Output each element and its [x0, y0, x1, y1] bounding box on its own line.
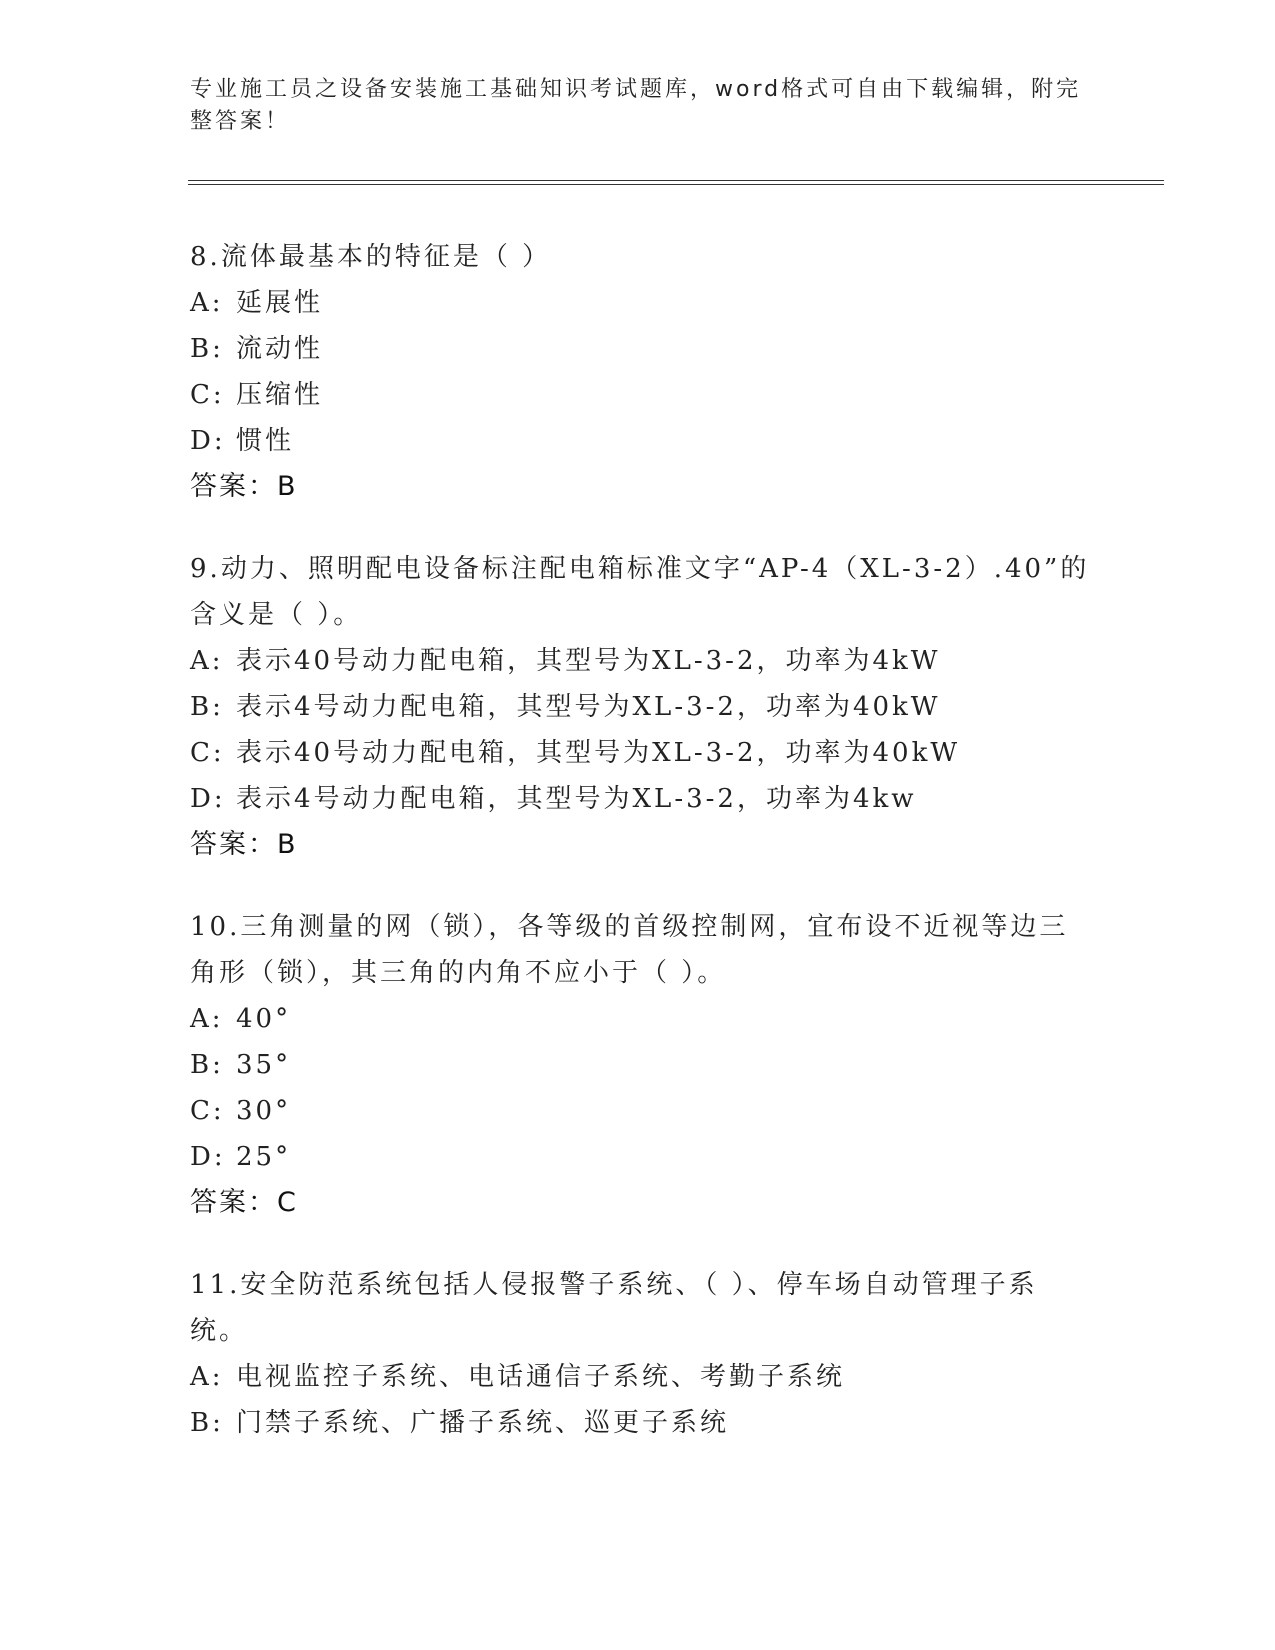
option-b	[190, 326, 1090, 372]
option-letter: A:	[190, 1004, 224, 1034]
question-text: 流体最基本的特征是（ ）	[220, 242, 552, 272]
header-divider-bottom	[188, 184, 1164, 185]
option-text: 延展性	[236, 288, 324, 318]
document-header	[190, 74, 1090, 138]
question-text: 三角测量的网（锁），各等级的首级控制网，宜布设不近视等边三角形（锁），其三角的内角不应小于（ ）。	[190, 912, 1069, 988]
question-11	[190, 1262, 1090, 1446]
option-text: 门禁子系统、广播子系统、巡更子系统	[236, 1408, 730, 1438]
option-b	[190, 684, 1090, 730]
question-stem	[190, 904, 1090, 996]
option-letter: C:	[190, 738, 225, 768]
answer-line: 答案：C	[190, 1187, 298, 1218]
question-text: 动力、照明配电设备标注配电箱标准文字“AP-4（XL-3-2）.40”的含义是（ ）。	[190, 554, 1090, 630]
question-9	[190, 546, 1090, 868]
option-text: 压缩性	[236, 380, 324, 410]
question-list	[190, 234, 1090, 1482]
option-letter: A:	[190, 1362, 224, 1392]
option-c	[190, 372, 1090, 418]
option-text: 25°	[236, 1142, 292, 1172]
question-stem	[190, 1262, 1090, 1354]
header-divider-top	[188, 180, 1164, 181]
option-letter: D:	[190, 426, 226, 456]
option-text: 35°	[236, 1050, 292, 1080]
option-a	[190, 280, 1090, 326]
question-number: 9.	[190, 554, 221, 584]
option-d	[190, 1134, 1090, 1180]
option-b	[190, 1400, 1090, 1446]
option-letter: A:	[190, 288, 224, 318]
option-c	[190, 730, 1090, 776]
header-line-1: 专业施工员之设备安装施工基础知识考试题库，word格式可自由下载编辑，附完	[190, 77, 1082, 102]
question-number: 10.	[190, 912, 241, 942]
option-letter: B:	[190, 1408, 224, 1438]
option-letter: B:	[190, 1050, 224, 1080]
option-c	[190, 1088, 1090, 1134]
option-d	[190, 418, 1090, 464]
option-letter: D:	[190, 1142, 226, 1172]
option-a	[190, 996, 1090, 1042]
option-text: 40°	[236, 1004, 292, 1034]
option-a	[190, 1354, 1090, 1400]
question-stem	[190, 546, 1090, 638]
option-d	[190, 776, 1090, 822]
option-b	[190, 1042, 1090, 1088]
header-line-2: 整答案！	[190, 109, 291, 134]
option-text: 流动性	[236, 334, 324, 364]
option-text: 惯性	[236, 426, 295, 456]
question-text: 安全防范系统包括人侵报警子系统、（ ）、停车场自动管理子系统。	[190, 1270, 1038, 1346]
option-letter: C:	[190, 1096, 225, 1126]
option-text: 表示4号动力配电箱，其型号为XL-3-2，功率为40kW	[236, 692, 941, 722]
option-a	[190, 638, 1090, 684]
question-8	[190, 234, 1090, 510]
option-text: 表示40号动力配电箱，其型号为XL-3-2，功率为40kW	[236, 738, 961, 768]
answer-line: 答案：B	[190, 829, 298, 860]
option-letter: C:	[190, 380, 225, 410]
option-text: 30°	[236, 1096, 292, 1126]
question-10	[190, 904, 1090, 1226]
question-number: 8.	[190, 242, 221, 272]
question-stem	[190, 234, 1090, 280]
option-letter: B:	[190, 334, 224, 364]
option-letter: D:	[190, 784, 226, 814]
option-text: 表示40号动力配电箱，其型号为XL-3-2，功率为4kW	[236, 646, 941, 676]
option-letter: A:	[190, 646, 224, 676]
option-text: 电视监控子系统、电话通信子系统、考勤子系统	[236, 1362, 846, 1392]
option-letter: B:	[190, 692, 224, 722]
answer-line: 答案：B	[190, 471, 298, 502]
question-number: 11.	[190, 1270, 241, 1300]
option-text: 表示4号动力配电箱，其型号为XL-3-2，功率为4kw	[236, 784, 917, 814]
